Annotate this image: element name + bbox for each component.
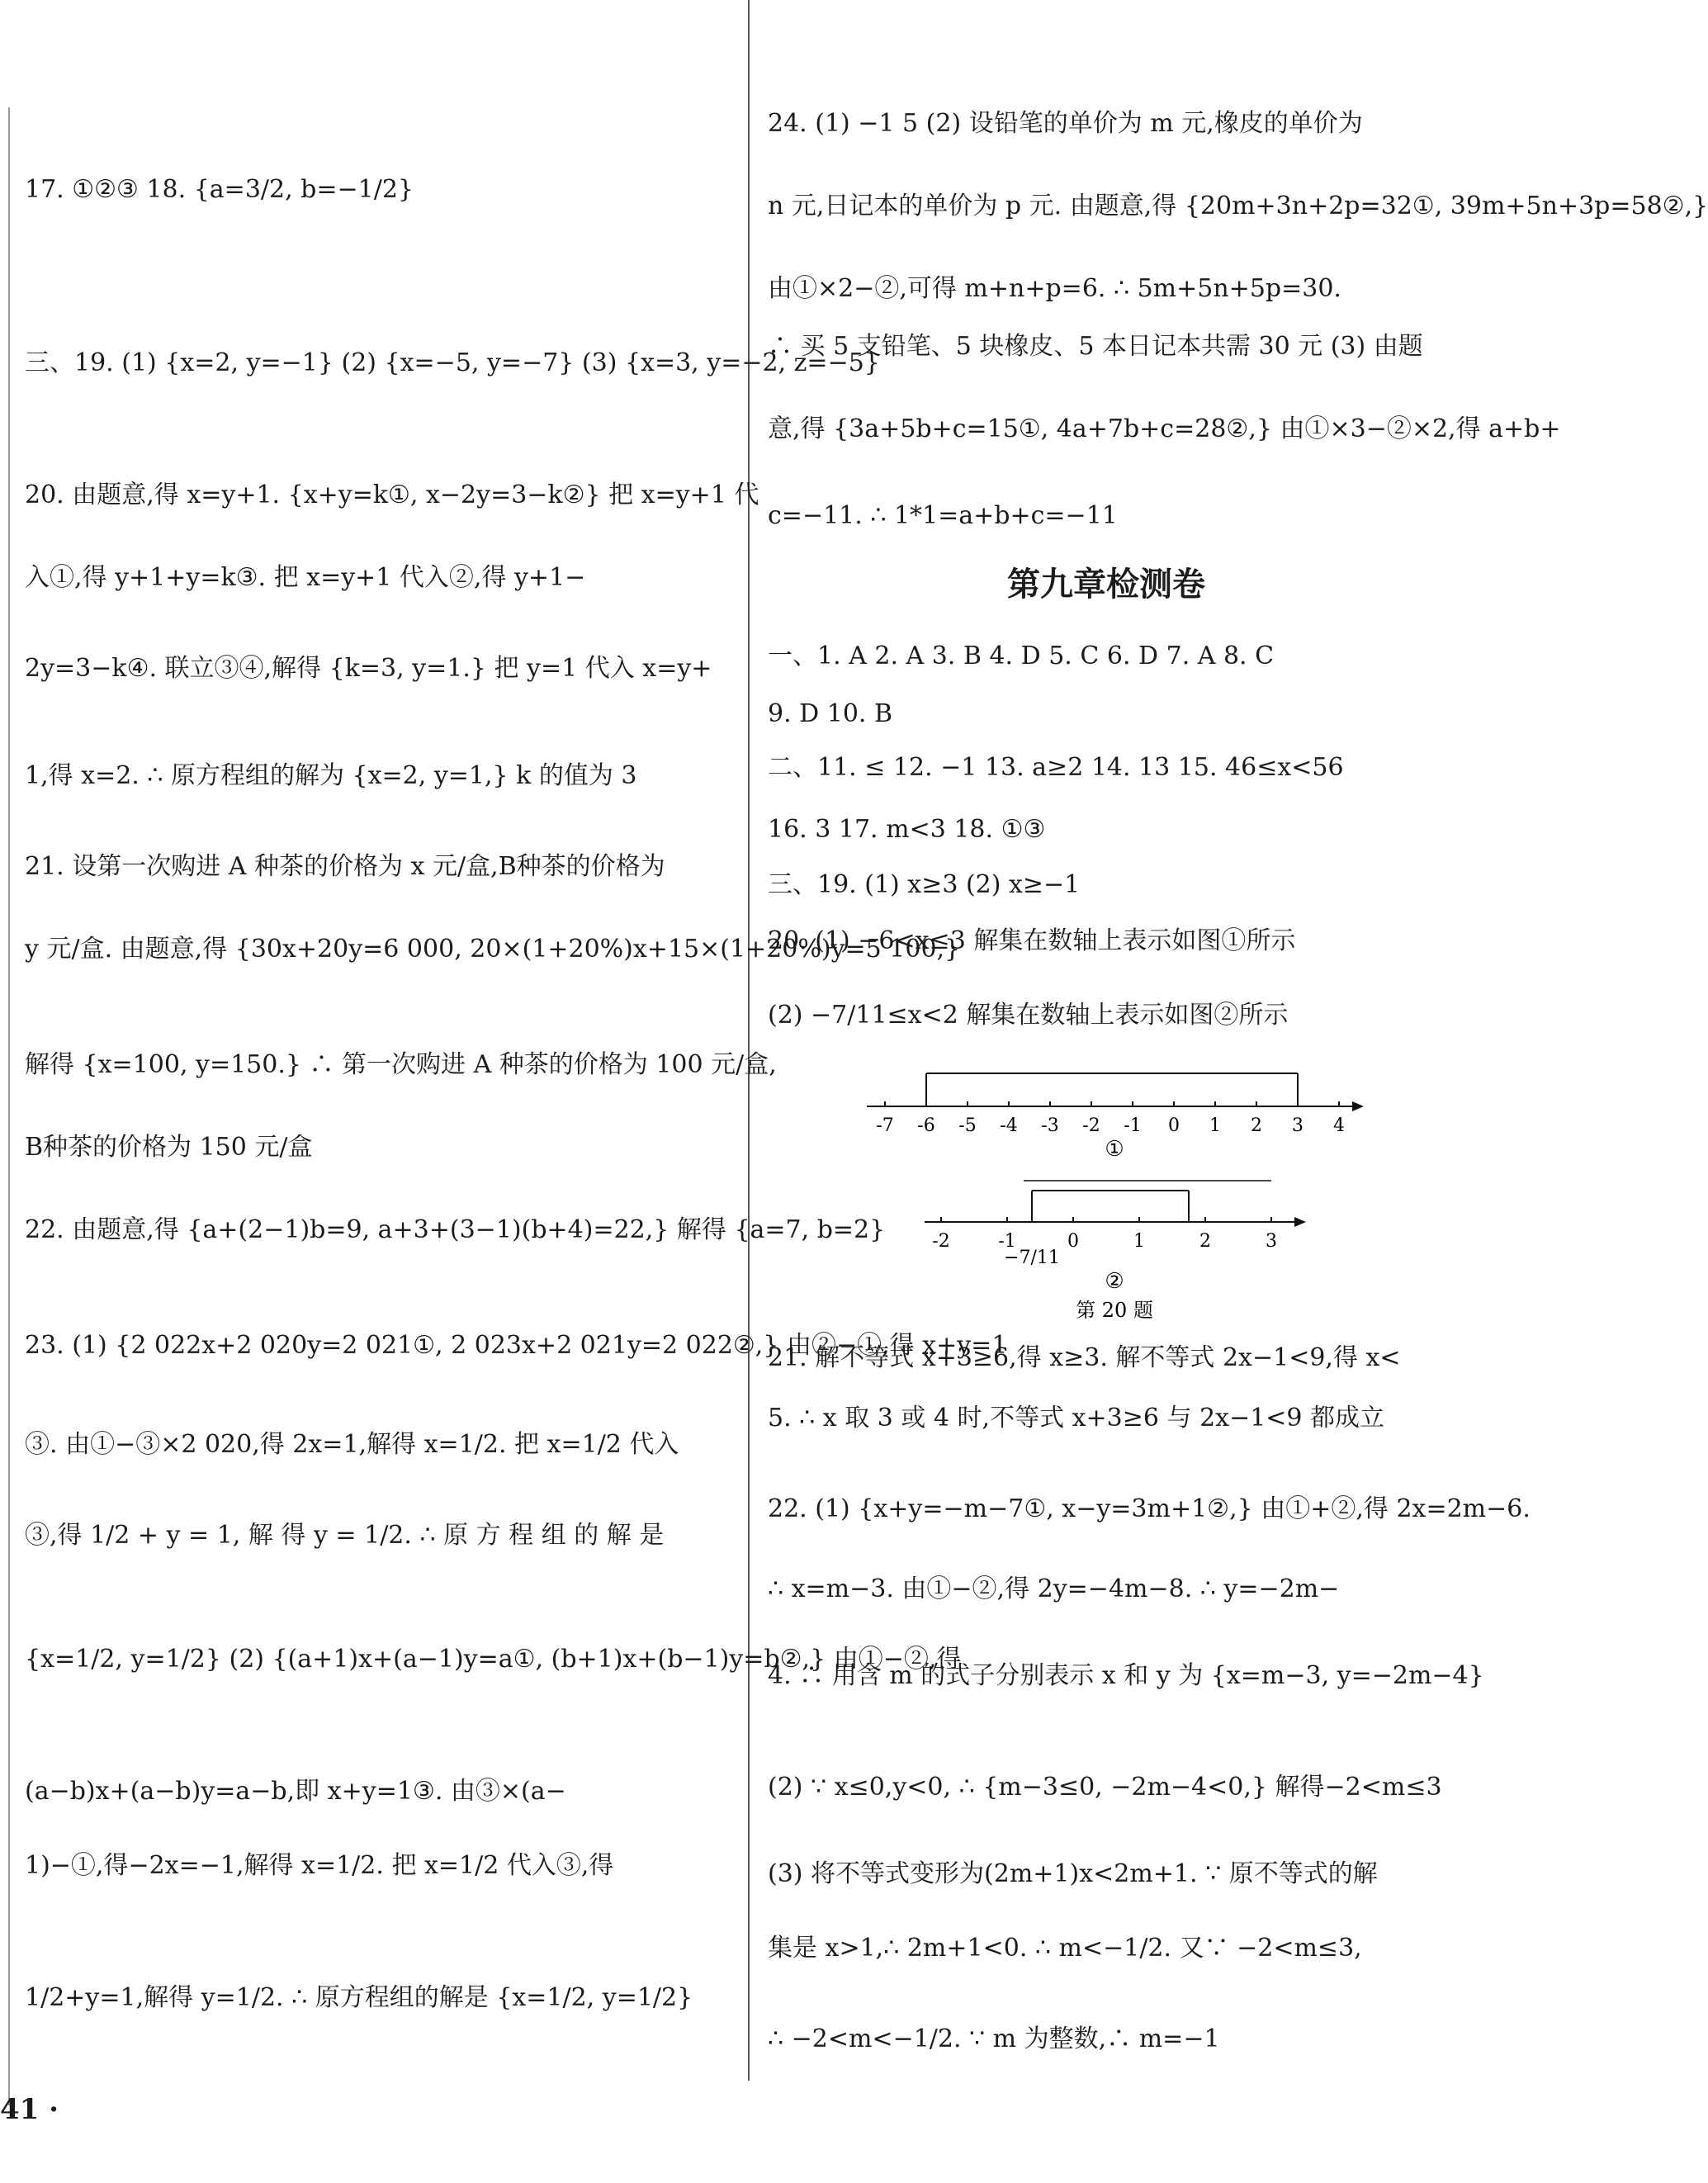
axis-2-arrow bbox=[1294, 1217, 1306, 1227]
answer-line: ∴ x=m−3. 由①−②,得 2y=−4m−8. ∴ y=−2m− bbox=[768, 1575, 1340, 1603]
axis-1-label: ① bbox=[1105, 1137, 1124, 1162]
answer-line: 20. (1) −6<x≤3 解集在数轴上表示如图①所示 bbox=[768, 926, 1296, 955]
figure-caption: 第 20 题 bbox=[1076, 1299, 1153, 1322]
answer-line: 22. (1) {x+y=−m−7①, x−y=3m+1②,} 由①+②,得 2x=2m−6. bbox=[768, 1494, 1531, 1523]
axis-1-tick-label: 1 bbox=[1209, 1115, 1221, 1136]
answer-line: 24. (1) −1 5 (2) 设铅笔的单价为 m 元,橡皮的单价为 bbox=[768, 109, 1363, 138]
answer-line: 1,得 x=2. ∴ 原方程组的解为 {x=2, y=1,} k 的值为 3 bbox=[25, 761, 637, 790]
left-margin-rule bbox=[8, 107, 10, 2105]
answer-line: 解得 {x=100, y=150.} ∴ 第一次购进 A 种茶的价格为 100 元/盒, bbox=[25, 1050, 777, 1079]
answer-line: 16. 3 17. m<3 18. ①③ bbox=[768, 815, 1046, 844]
answer-line: 由①×2−②,可得 m+n+p=6. ∴ 5m+5n+5p=30. bbox=[768, 274, 1341, 303]
answer-line: 17. ①②③ 18. {a=3/2, b=−1/2} bbox=[25, 175, 414, 204]
answer-line: 4. ∴ 用含 m 的式子分别表示 x 和 y 为 {x=m−3, y=−2m−4} bbox=[768, 1661, 1484, 1690]
axis-1-arrow bbox=[1352, 1101, 1364, 1111]
axis-2-label: ② bbox=[1105, 1269, 1124, 1294]
axis-2-special-label: −7/11 bbox=[1004, 1248, 1060, 1268]
number-line-figure bbox=[859, 1057, 1387, 1329]
axis-2-tick-label: 0 bbox=[1067, 1231, 1079, 1252]
answer-line: (a−b)x+(a−b)y=a−b,即 x+y=1③. 由③×(a− bbox=[25, 1777, 566, 1806]
answer-line: B种茶的价格为 150 元/盒 bbox=[25, 1133, 313, 1162]
axis-1-tick-label: -1 bbox=[1124, 1115, 1142, 1136]
axis-1-tick-label: -7 bbox=[876, 1115, 894, 1136]
axis-1-tick-label: -3 bbox=[1041, 1115, 1059, 1136]
axis-1-tick-label: -5 bbox=[958, 1115, 977, 1136]
answer-line: 一、1. A 2. A 3. B 4. D 5. C 6. D 7. A 8. C bbox=[768, 642, 1275, 670]
axis-2-tick-label: 2 bbox=[1199, 1231, 1211, 1252]
answer-line: (2) ∵ x≤0,y<0, ∴ {m−3≤0, −2m−4<0,} 解得−2<m≤3 bbox=[768, 1773, 1442, 1802]
axis-1-tick-label: -6 bbox=[917, 1115, 935, 1136]
axis-1-tick-label: 3 bbox=[1292, 1115, 1303, 1136]
answer-line: 22. 由题意,得 {a+(2−1)b=9, a+3+(3−1)(b+4)=22,} 解得 {a=7, b=2} bbox=[25, 1215, 886, 1244]
answer-line: ③,得 1/2 + y = 1, 解 得 y = 1/2. ∴ 原 方 程 组 的 解 是 bbox=[25, 1521, 665, 1550]
answer-line: 集是 x>1,∴ 2m+1<0. ∴ m<−1/2. 又∵ −2<m≤3, bbox=[768, 1934, 1362, 1963]
answer-line: 1)−①,得−2x=−1,解得 x=1/2. 把 x=1/2 代入③,得 bbox=[25, 1851, 614, 1880]
answer-line: 9. D 10. B bbox=[768, 699, 893, 728]
axis-2-tick-label: -1 bbox=[998, 1231, 1016, 1252]
answer-line: 20. 由题意,得 x=y+1. {x+y=k①, x−2y=3−k②} 把 x=y+1 代 bbox=[25, 481, 759, 509]
answer-line: 23. (1) {2 022x+2 020y=2 021①, 2 023x+2 021y=2 022②,} 由②−①,得 x+y=1 bbox=[25, 1331, 1008, 1360]
answer-line: y 元/盒. 由题意,得 {30x+20y=6 000, 20×(1+20%)x+15×(1+20%)y=5 100,} bbox=[25, 935, 961, 964]
answer-line: 意,得 {3a+5b+c=15①, 4a+7b+c=28②,} 由①×3−②×2,得 a+b+ bbox=[768, 414, 1561, 443]
axis-2-tick-label: -2 bbox=[932, 1231, 950, 1252]
answer-line: ∴ −2<m<−1/2. ∵ m 为整数,∴ m=−1 bbox=[768, 2024, 1220, 2053]
axis-1-tick-label: 0 bbox=[1168, 1115, 1180, 1136]
answer-line: 5. ∴ x 取 3 或 4 时,不等式 x+3≥6 与 2x−1<9 都成立 bbox=[768, 1404, 1385, 1432]
answer-line: 1/2+y=1,解得 y=1/2. ∴ 原方程组的解是 {x=1/2, y=1/2} bbox=[25, 1983, 693, 2012]
column-divider bbox=[748, 0, 750, 2081]
answer-line: ③. 由①−③×2 020,得 2x=1,解得 x=1/2. 把 x=1/2 代入 bbox=[25, 1430, 679, 1459]
answer-line: c=−11. ∴ 1*1=a+b+c=−11 bbox=[768, 501, 1118, 530]
answer-line: (3) 将不等式变形为(2m+1)x<2m+1. ∵ 原不等式的解 bbox=[768, 1859, 1378, 1888]
axis-1-tick-label: -2 bbox=[1082, 1115, 1100, 1136]
axis-1-tick-label: 2 bbox=[1251, 1115, 1262, 1136]
axis-1-tick-label: 4 bbox=[1333, 1115, 1345, 1136]
answer-line: 三、19. (1) x≥3 (2) x≥−1 bbox=[768, 870, 1081, 899]
answer-line: ∴ 买 5 支铅笔、5 块橡皮、5 本日记本共需 30 元 (3) 由题 bbox=[768, 332, 1423, 361]
answer-line: 三、19. (1) {x=2, y=−1} (2) {x=−5, y=−7} (3) {x=3, y=−2, z=−5} bbox=[25, 348, 880, 377]
answer-line: 21. 设第一次购进 A 种茶的价格为 x 元/盒,B种茶的价格为 bbox=[25, 852, 665, 881]
answer-line: 2y=3−k④. 联立③④,解得 {k=3, y=1.} 把 y=1 代入 x=y+ bbox=[25, 654, 712, 683]
answer-line: n 元,日记本的单价为 p 元. 由题意,得 {20m+3n+2p=32①, 39m+5n+3p=58②,} bbox=[768, 192, 1708, 220]
answer-line: (2) −7/11≤x<2 解集在数轴上表示如图②所示 bbox=[768, 1001, 1289, 1030]
axis-2-tick-label: 3 bbox=[1266, 1231, 1277, 1252]
axis-2-tick-label: 1 bbox=[1133, 1231, 1145, 1252]
answer-line: 入①,得 y+1+y=k③. 把 x=y+1 代入②,得 y+1− bbox=[25, 563, 586, 592]
page-number: 41 · bbox=[0, 2093, 59, 2126]
answer-line: {x=1/2, y=1/2} (2) {(a+1)x+(a−1)y=a①, (b+1)x+(b−1)y=b②,} 由①−②,得 bbox=[25, 1645, 962, 1674]
section-title: 第九章检测卷 bbox=[1007, 566, 1205, 604]
axis-1-tick-label: -4 bbox=[1000, 1115, 1018, 1136]
answer-line: 21. 解不等式 x+3≥6,得 x≥3. 解不等式 2x−1<9,得 x< bbox=[768, 1343, 1401, 1372]
answer-line: 二、11. ≤ 12. −1 13. a≥2 14. 13 15. 46≤x<56 bbox=[768, 753, 1344, 782]
